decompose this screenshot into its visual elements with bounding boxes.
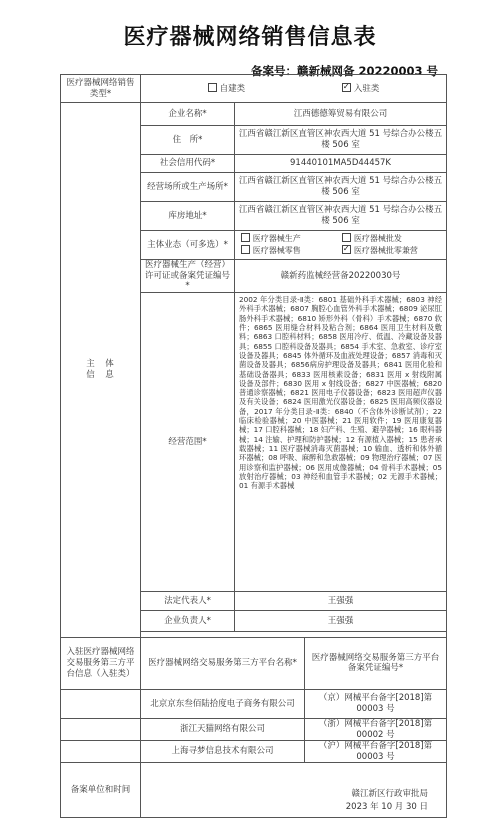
footer-date: 2023 年 10 月 30 日: [345, 801, 429, 812]
manager-label: 企业负责人*: [141, 610, 235, 631]
business-form-option[interactable]: ✓ 医疗器械批零兼营: [342, 245, 440, 256]
platform-header-row: [61, 637, 447, 689]
scope-value: 2002 年分类目录-Ⅱ类：6801 基础外科手术器械；6803 神经外科手术器械；6807 胸腔心血管外科手术器械；6809 泌尿肛肠外科手术器械；6810 矫形外科（骨科）手术器械；6870 软件；6865 医用缝合材料及粘合剂；6864 医用卫生材料及敷料；6863 口腔科材料；6858 医用冷疗、低温、冷藏设备及器具；6855 口腔科设备及器具；6854 手术室、急救室、诊疗室设备及器具；6845 体外循环及血液处理设备；6857 消毒和灭菌设备及器具；6856病房护理设备及器具；6841 医用化验和基础设备器具；6833 医用核素设备；6831 医用 x 射线附属设备及部件；6830 医用 x 射线设备；6827 中医器械；6820普通诊察器械；6821 医用电子仪器设备；6823 医用超声仪器及有关设备；6824 医用激光仪器设备；6825 医用高频仪器设备，2017 年分类目录-Ⅱ类：6840（不含体外诊断试剂）；22 临床检验器械；20 中医器械；21 医用软件；19 医用康复器械；17 口腔科器械；18 妇产科、生殖、避孕器械；16 眼科器械；14 注输、护理和防护器械；12 有源植入器械；15 患者承载器械；11 医疗器械消毒灭菌器械；10 输血、透析和体外循环器械；08 呼吸、麻醉和急救器械；09 物理治疗器械；07 医用诊察和监护器械；06 医用成像器械；04 骨科手术器械；05 放射治疗器械；03 神经和血管手术器械；02 无源手术器械；01 有源手术器械: [235, 292, 447, 591]
platform-row: [61, 718, 447, 740]
sales-type-options: [141, 75, 447, 103]
footer-row: [61, 763, 447, 818]
address-label: 住 所*: [141, 126, 235, 155]
manager-value: 王强强: [235, 610, 447, 631]
footer-label: 备案单位和时间: [61, 763, 141, 818]
company-name-value: 江西德德筹贸易有限公司: [235, 103, 447, 126]
address-value: 江西省赣江新区直管区神农西大道 51 号综合办公楼五楼 506 室: [235, 126, 447, 155]
legal-rep-value: 王强强: [235, 591, 447, 610]
legal-rep-label: 法定代表人*: [141, 591, 235, 610]
credit-code-value: 91440101MA5D44457K: [235, 155, 447, 173]
license-label: 医疗器械生产（经营）许可证或备案凭证编号*: [141, 260, 235, 293]
checkbox-icon[interactable]: [342, 233, 351, 242]
business-form-option[interactable]: 医疗器械零售: [241, 245, 339, 256]
business-form-option[interactable]: 医疗器械批发: [342, 233, 440, 244]
sales-type-enter[interactable]: ✓ 入驻类: [295, 83, 427, 95]
platform-row: [61, 689, 447, 718]
checkbox-icon[interactable]: [241, 233, 250, 242]
platform-empty-cell: [61, 741, 141, 763]
platform-empty-cell: [61, 689, 141, 718]
checkbox-icon[interactable]: [241, 245, 250, 254]
platform-label: 入驻医疗器械网络交易服务第三方平台信息（入驻类）: [61, 637, 141, 689]
self-checkbox-icon[interactable]: [208, 83, 217, 92]
enter-checkbox-checked-icon[interactable]: [342, 83, 351, 92]
record-number: 备案号：赣新械网备 20220003 号: [250, 64, 438, 78]
platform-name: 浙江天猫网络有限公司: [141, 718, 305, 740]
premises-value: 江西省赣江新区直管区神农西大道 51 号综合办公楼五楼 506 室: [235, 173, 447, 202]
license-value: 赣新药监械经营备20220030号: [235, 260, 447, 293]
sales-type-label: 医疗器械网络销售类型*: [61, 75, 141, 103]
warehouse-value: 江西省赣江新区直管区神农西大道 51 号综合办公楼五楼 506 室: [235, 202, 447, 231]
platform-empty-cell: [61, 718, 141, 740]
footer-org: 赣江新区行政审批局: [351, 788, 429, 799]
platform-row: [61, 741, 447, 763]
scope-label: 经营范围*: [141, 292, 235, 591]
footer-signature: [141, 763, 447, 818]
premises-label: 经营场所或生产场所*: [141, 173, 235, 202]
business-form-option[interactable]: 医疗器械生产: [241, 233, 339, 244]
sales-type-row: [61, 75, 447, 103]
platform-name: 上海寻梦信息技术有限公司: [141, 741, 305, 763]
sales-info-table: [60, 74, 447, 818]
company-name-row: [61, 103, 447, 126]
credit-code-label: 社会信用代码*: [141, 155, 235, 173]
checkbox-checked-icon[interactable]: [342, 245, 351, 254]
company-name-label: 企业名称*: [141, 103, 235, 126]
business-form-options: [235, 231, 447, 260]
platform-name-header: 医疗器械网络交易服务第三方平台名称*: [141, 637, 305, 689]
business-form-label: 主体业态（可多选）*: [141, 231, 235, 260]
main-info-section-label: 主 体 信 息: [61, 103, 141, 638]
platform-cert: （浙）网械平台备字[2018]第 00002 号: [305, 718, 447, 740]
warehouse-label: 库房地址*: [141, 202, 235, 231]
sales-type-self[interactable]: 自建类: [161, 83, 293, 95]
page-title: 医疗器械网络销售信息表: [123, 25, 377, 50]
platform-cert: （京）网械平台备字[2018]第 00003 号: [305, 689, 447, 718]
platform-cert-header: 医疗器械网络交易服务第三方平台备案凭证编号*: [305, 637, 447, 689]
platform-cert: （沪）网械平台备字[2018]第 00003 号: [305, 741, 447, 763]
platform-name: 北京京东叁佰陆拾度电子商务有限公司: [141, 689, 305, 718]
